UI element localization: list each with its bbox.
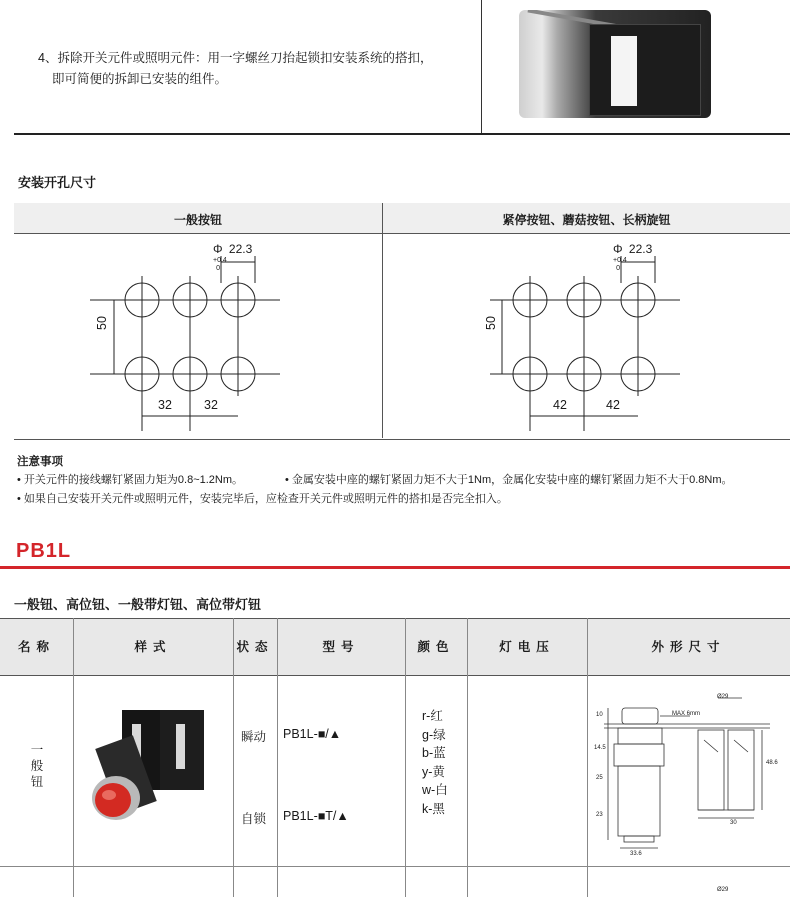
note-item-2: • 金属安装中座的螺钉紧固力矩不大于1Nm，金属化安装中座的螺钉紧固力矩不大于0.8Nm。: [285, 474, 733, 486]
color-black: k-黑: [422, 801, 445, 816]
diameter-value: 22.3: [628, 242, 653, 256]
block-label-2: [176, 724, 185, 769]
notes-title: 注意事项: [17, 456, 63, 468]
right-spacing-2: 42: [606, 398, 620, 412]
note-item-3: • 如果自己安装开关元件或照明元件，安装完毕后，应检查开关元件或照明元件的搭扣是否完全扣入。: [17, 493, 508, 505]
col-sep: [73, 618, 74, 897]
row2-dim-d29: Ø29: [717, 887, 729, 893]
right-diameter-label: [613, 242, 663, 272]
col-sep: [467, 618, 468, 897]
dim-max: MAX 6mm: [672, 711, 701, 717]
dim-33: 33.6: [630, 851, 642, 857]
dim-10: 10: [596, 712, 603, 718]
dim-25: 25: [596, 775, 603, 781]
color-blue: b-蓝: [422, 746, 446, 760]
cutout-title: 安装开孔尺寸: [18, 175, 97, 190]
cutout-drawing-right: [480, 236, 710, 436]
section-divider: [481, 0, 482, 133]
install-step-line-2: 即可简便的拆卸已安装的组件。: [52, 72, 228, 86]
col-sep: [405, 618, 406, 897]
contact-block-shape: [589, 24, 701, 116]
col-sep: [233, 618, 234, 897]
contact-label-shape: [611, 36, 637, 106]
color-red: r-红: [422, 709, 443, 723]
install-step-text: [38, 48, 468, 90]
right-spacing-1: 42: [553, 398, 567, 412]
diameter-symbol: Φ: [613, 242, 623, 256]
col-sep: [587, 618, 588, 897]
header-name: 名称: [17, 640, 55, 654]
header-lamp-voltage: 灯电压: [499, 640, 555, 654]
cutout-left-header: 一般按钮: [173, 213, 222, 227]
color-yellow: y-黄: [422, 764, 445, 779]
series-title: PB1L: [16, 540, 72, 562]
top-rule: [14, 133, 790, 135]
dim-23: 23: [596, 812, 603, 818]
dim-d29: Ø29: [717, 694, 729, 700]
cutout-right-header: 紧停按钮、蘑菇按钮、长柄旋钮: [502, 213, 671, 227]
diameter-symbol: Φ: [213, 242, 223, 256]
tolerance-upper: +0.4: [213, 257, 227, 264]
tolerance-upper: +0.4: [613, 257, 627, 264]
dim-14: 14.5: [594, 745, 606, 751]
header-state: 状态: [236, 640, 274, 654]
row1-model-latching: PB1L-■T/▲: [283, 809, 349, 823]
left-diameter-label: [213, 242, 263, 272]
tolerance-lower: 0: [216, 265, 221, 273]
note-item-1: • 开关元件的接线螺钉紧固力矩为0.8~1.2Nm。: [17, 474, 244, 486]
row1-state-latching: 自锁: [241, 812, 267, 826]
install-step-line-1: 4、拆除开关元件或照明元件：用一字螺丝刀抬起锁扣安装系统的搭扣，: [38, 51, 433, 65]
series-rule: [0, 566, 790, 569]
left-vertical-dim: 50: [95, 316, 109, 330]
cutout-drawing-left: [80, 236, 310, 436]
row1-state-momentary: 瞬动: [241, 730, 267, 744]
header-style: 样式: [134, 640, 172, 654]
product-table-header: [0, 618, 790, 676]
header-color: 颜色: [417, 640, 455, 654]
row1-name: 一般钮: [30, 743, 44, 789]
color-green: g-绿: [422, 727, 446, 742]
row1-color-list: [422, 707, 448, 818]
dim-30: 30: [730, 820, 737, 826]
install-step-section: [0, 0, 790, 133]
row1-model-momentary: PB1L-■/▲: [283, 727, 342, 741]
row1-product-image: [86, 700, 226, 830]
removal-photo: [519, 10, 711, 118]
series-subtitle: 一般钮、高位钮、一般带灯钮、高位带灯钮: [14, 597, 262, 612]
header-model: 型号: [322, 640, 360, 654]
col-sep: [277, 618, 278, 897]
right-vertical-dim: 50: [484, 316, 498, 330]
row-sep: [0, 866, 790, 867]
color-white: w-白: [422, 783, 448, 797]
tolerance-lower: 0: [616, 265, 621, 273]
diameter-value: 22.3: [228, 242, 253, 256]
cap-highlight: [102, 790, 116, 800]
left-spacing-1: 32: [158, 398, 172, 412]
dim-48: 48.6: [766, 760, 778, 766]
red-button-cap: [95, 783, 131, 817]
header-dimensions: 外形尺寸: [651, 640, 726, 654]
cutout-col-sep: [382, 203, 383, 438]
left-spacing-2: 32: [204, 398, 218, 412]
